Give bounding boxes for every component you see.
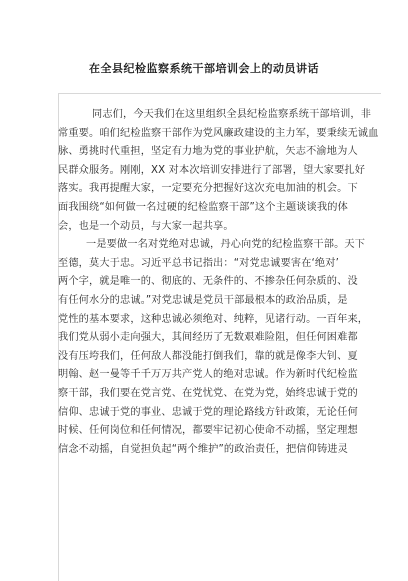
paragraph-1-line-2: 常重要。咱们纪检监察干部作为党风廉政建设的主力军，要秉续无诚血	[58, 127, 379, 139]
paragraph-1-line-1: 同志们，今天我们在这里组织全县纪检监察系统干部培训，非	[92, 109, 372, 120]
paragraph-2-line-7: 没有压垮我们，任何敌人都没能打倒我们，靠的就是像李大钊、夏	[58, 350, 358, 362]
paragraph-2-line-3: 两个字，就是唯一的、彻底的、无条件的、不掺杂任何杂质的、没	[58, 276, 358, 288]
paragraph-2-line-12: 信念不动摇，自觉担负起“两个维护”的政治责任，把信仰铸进灵	[58, 443, 348, 455]
paragraph-2-line-1: 一是要做一名对党绝对忠诚，丹心向党的纪检监察干部。天下	[86, 239, 366, 251]
paragraph-2-line-5: 党性的基本要求，这种忠诚必须绝对、纯粹，见诸行动。一百年来，	[58, 313, 369, 325]
paragraph-2-line-9: 察干部，我们要在党言党、在党忧党、在党为党，始终忠诚于党的	[58, 387, 358, 399]
paragraph-2-line-6: 我们党从弱小走向强大，其间经历了无数艰难险阻，但任何困难都	[58, 332, 358, 344]
paragraph-2-line-4: 有任何水分的忠诚。”对党忠诚是党员干部最根本的政治品质，是	[58, 294, 348, 306]
document-body	[58, 106, 380, 459]
paragraph-2-line-8: 明翰、赵一曼等千千万万共产党人的绝对忠诚。作为新时代纪检监	[58, 369, 358, 381]
paragraph-1-line-5: 落实。我再提醒大家，一定要充分把握好这次充电加油的机会。下	[58, 183, 358, 195]
paragraph-1-line-3: 脉、勇挑时代重担，坚定有力地为党的事业护航，矢志不渝地为人	[58, 146, 358, 158]
paragraph-1-line-7: 会，也是一个动员，与大家一起共享。	[58, 220, 234, 232]
paragraph-1-line-4: 民群众服务。刚刚，XX 对本次培训安排进行了部署，望大家要扎好	[58, 164, 366, 176]
paragraph-1-line-6: 面我围绕“如何做一名过硬的纪检监察干部”这个主题谈谈我的体	[58, 201, 348, 213]
paragraph-2-line-11: 时候、任何岗位和任何情况，都要牢记初心使命不动摇，坚定理想	[58, 425, 358, 437]
paragraph-2-line-10: 信仰、忠诚于党的事业、忠诚于党的理论路线方针政策，无论任何	[58, 406, 358, 418]
paragraph-2-line-2: 至德，莫大于忠。习近平总书记指出：“对党忠诚要害在‘绝对’	[58, 257, 339, 269]
document-title: 在全县纪检监察系统干部培训会上的动员讲话	[89, 62, 319, 75]
